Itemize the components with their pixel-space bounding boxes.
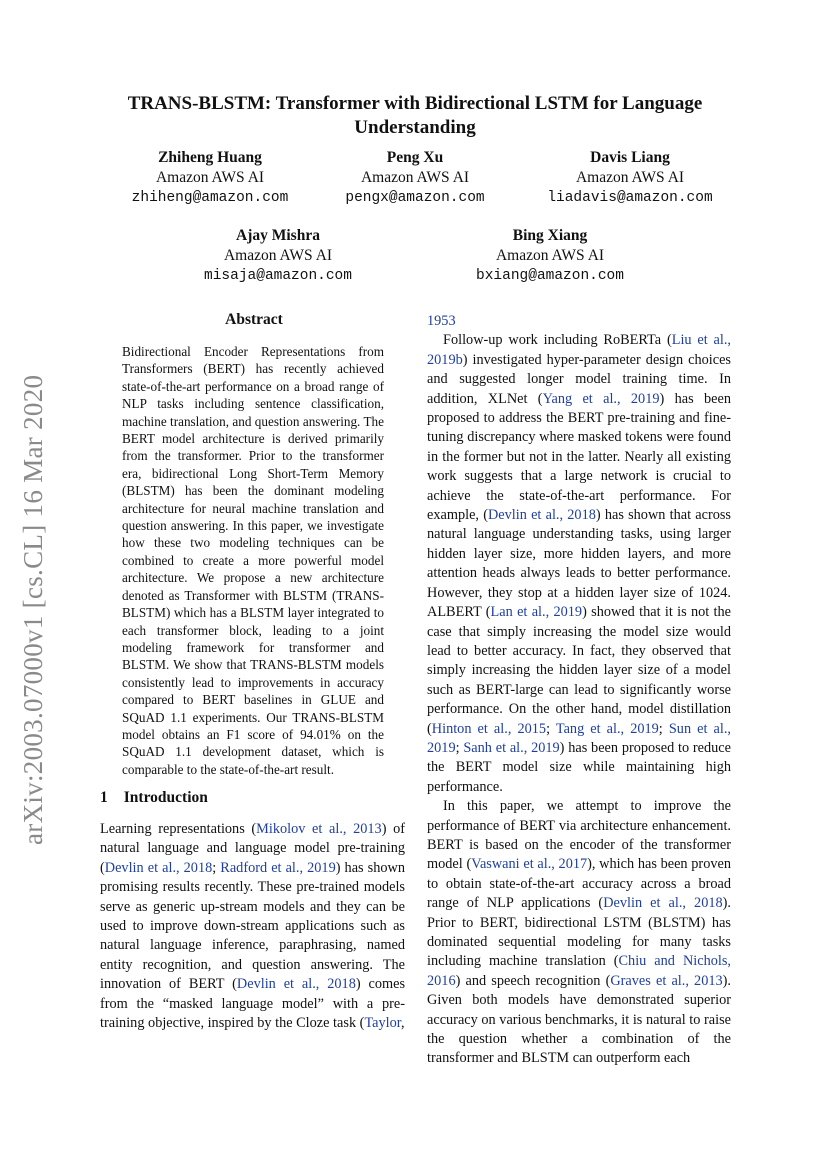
citation-link[interactable]: Devlin et al., 2018 [104,859,213,876]
arxiv-identifier: arXiv:2003.07000v1 [cs.CL] 16 Mar 2020 [18,374,48,845]
citation-link[interactable]: Devlin et al., 2018 [236,976,356,993]
author-email[interactable]: pengx@amazon.com [345,190,485,206]
author-name: Davis Liang [590,149,670,166]
author-affiliation: Amazon AWS AI [155,169,265,186]
citation-link[interactable]: Taylor [364,1015,401,1032]
author-affiliation: Amazon AWS AI [223,247,333,264]
citation-link[interactable]: Vaswani et al., 2017 [471,856,588,873]
author-block [325,148,505,208]
author-email[interactable]: liadavis@amazon.com [547,190,713,206]
citation-link[interactable]: Liu et al., 2019b [427,332,731,368]
citation-link[interactable]: Radford et al., 2019 [220,859,336,876]
author-name: Bing Xiang [512,227,588,244]
author-block [120,148,300,208]
author-email[interactable]: zhiheng@amazon.com [131,190,289,206]
citation-link[interactable]: Chiu and Nichols, 2016 [427,953,731,989]
citation-link[interactable]: Hinton et al., 2015 [431,720,547,737]
intro-paragraph-3: In this paper, we attempt to improve the performance of BERT via architecture enhancement. BERT is based on the encoder of the transformer model (Vaswani et al., 2017), which has been proven to obtain state-of-the-art accuracy across a broad range of NLP applications (Devlin et al., 2018). Prior to BERT, bidirectional LSTM (BLSTM) has dominated sequential modeling for many tasks including machine translation (Chiu and Nichols, 2016) and speech recognition (Graves et al., 2013). Given both models have demonstrated superior accuracy on various benchmarks, it is natural to raise the question whether a combination of the transformer and BLSTM can outperform each [427,798,731,1067]
author-affiliation: Amazon AWS AI [360,169,470,186]
citation-link[interactable]: Tang et al., 2019 [555,720,659,737]
section-number: 1 [100,789,108,806]
intro-paragraph-1-part-a: Learning representations (Mikolov et al., 2013) of natural language and language model pre-training (Devlin et al., 2018; Radford et al., 2019) has shown promising results recently. These pre-trained models serve as generic up-stream models and they can be used to improve down-stream applications such as natural language inference, paraphrasing, named entity recognition, and question answering. The innovation of BERT (Devlin et al., 2018) comes from the “masked language model” with a pre-training objective, inspired by the Cloze task (Taylor, [100,821,406,1032]
intro-left-column [100,820,405,1033]
author-affiliation: Amazon AWS AI [575,169,685,186]
intro-paragraph-1-part-b [427,312,731,331]
author-block [460,226,640,286]
author-block [188,226,368,286]
citation-link[interactable]: Devlin et al., 2018 [603,895,723,912]
citation-link[interactable]: Yang et al., 2019 [542,390,660,407]
citation-link[interactable]: Sanh et al., 2019 [463,739,560,756]
section-title: Introduction [123,789,208,806]
intro-right-column [427,312,731,1069]
intro-paragraph-2: Follow-up work including RoBERTa (Liu et al., 2019b) investigated hyper-parameter design choices and suggested longer model training time. In addition, XLNet (Yang et al., 2019) has been proposed to address the BERT pre-training and fine-tuning discrepancy where masked tokens were found in the former but not in the latter. Nearly all existing work suggests that a large network is crucial to achieve the state-of-the-art performance. For example, (Devlin et al., 2018) has shown that across natural language understanding tasks, using larger hidden layer size, more hidden layers, and more attention heads always leads to better performance. However, they stop at a hidden layer size of 1024. ALBERT (Lan et al., 2019) showed that it is not the case that simply increasing the model size would lead to better accuracy. In fact, they observed that simply increasing the hidden layer size of a model such as BERT-large can lead to significantly worse performance. On the other hand, model distillation (Hinton et al., 2015; Tang et al., 2019; Sun et al., 2019; Sanh et al., 2019) has been proposed to reduce the BERT model size while maintaining high performance. [427,332,732,795]
abstract-heading: Abstract [225,311,283,328]
author-name: Zhiheng Huang [158,149,262,166]
citation-link[interactable]: Mikolov et al., 2013 [256,821,382,837]
section-heading-introduction [100,789,208,807]
citation-link[interactable]: Lan et al., 2019 [490,604,583,621]
author-email[interactable]: bxiang@amazon.com [476,268,624,284]
author-name: Peng Xu [386,149,444,166]
author-name: Ajay Mishra [236,227,320,244]
author-affiliation: Amazon AWS AI [495,247,605,264]
author-email[interactable]: misaja@amazon.com [204,268,352,284]
citation-link[interactable]: 1953 [427,313,456,329]
citation-link[interactable]: Graves et al., 2013 [610,972,723,989]
abstract-text: Bidirectional Encoder Representations from Transformers (BERT) has recently achieved state-of-the-art performance on a broad range of NLP tasks including sentence classification, machine translation, and question answering. The BERT model architecture is derived primarily from the transformer. Prior to the transformer era, bidirectional Long Short-Term Memory (BLSTM) has been the dominant modeling architecture for neural machine translation and question answering. In this paper, we investigate how these two modeling techniques can be combined to create a more powerful model architecture. We propose a new architecture denoted as Transformer with BLSTM (TRANS-BLSTM) which has a BLSTM layer integrated to each transformer block, leading to a joint modeling framework for transformer and BLSTM. We show that TRANS-BLSTM models consistently lead to improvements in accuracy compared to BERT baselines in GLUE and SQuAD 1.1 experiments. Our TRANS-BLSTM model obtains an F1 score of 94.01% on the SQuAD 1.1 development dataset, which is comparable to the state-of-the-art result. [122,344,384,777]
paper-title: TRANS-BLSTM: Transformer with Bidirectional LSTM for Language Understanding [127,93,703,138]
citation-link[interactable]: Sun et al., 2019 [427,720,732,756]
author-block [530,148,730,208]
citation-link[interactable]: Devlin et al., 2018 [487,507,596,524]
